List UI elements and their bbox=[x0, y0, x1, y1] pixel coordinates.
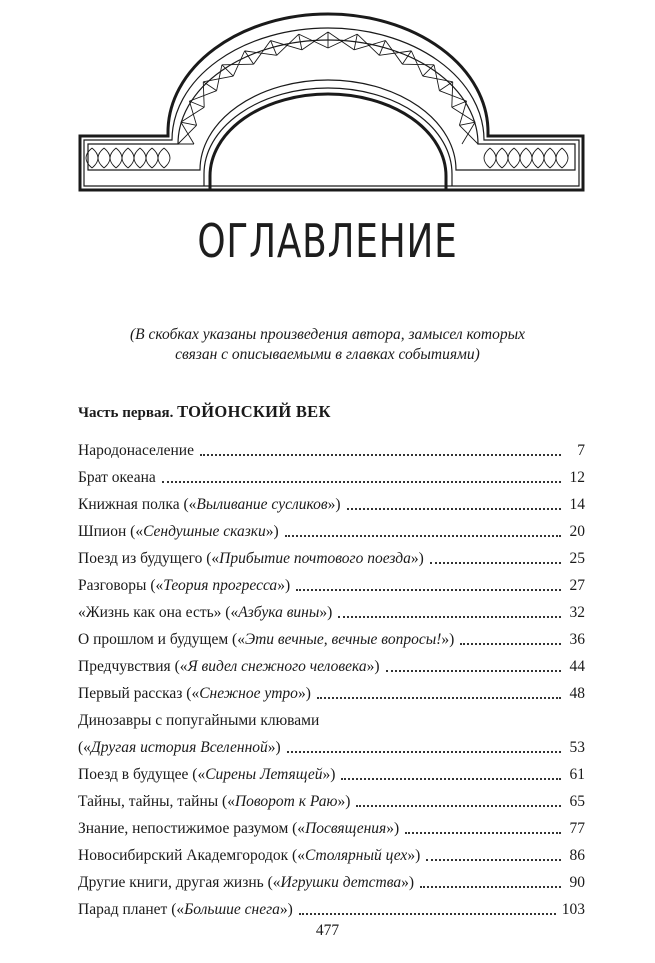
toc-entry[interactable] bbox=[78, 649, 585, 676]
toc-entry-line bbox=[78, 703, 585, 730]
toc-entry[interactable] bbox=[78, 514, 585, 541]
toc-entry-page: 61 bbox=[569, 766, 585, 783]
toc-leader-dots bbox=[356, 805, 561, 807]
toc-entry-page: 65 bbox=[569, 793, 585, 810]
toc-entry[interactable] bbox=[78, 865, 585, 892]
toc-entry-text: Предчувствия («Я видел снежного человека») bbox=[78, 658, 380, 675]
toc-entry-page: 32 bbox=[569, 604, 585, 621]
toc-entry-work: Сирены Летящей bbox=[205, 766, 323, 783]
part-name: ТОЙОНСКИЙ ВЕК bbox=[177, 402, 331, 421]
toc-entry-title: Народонаселение bbox=[78, 442, 194, 459]
toc-leader-dots bbox=[338, 616, 561, 618]
arch-petal bbox=[379, 41, 411, 65]
toc-leader-dots bbox=[386, 670, 561, 672]
toc-entry-title: Разговоры bbox=[78, 577, 147, 594]
toc-entry[interactable] bbox=[78, 784, 585, 811]
toc-entry-page: 36 bbox=[569, 631, 585, 648]
toc-entry-text bbox=[78, 442, 194, 460]
toc-entry-text: Первый рассказ («Снежное утро») bbox=[78, 685, 311, 702]
editorial-note bbox=[0, 325, 655, 365]
toc-leader-dots bbox=[296, 589, 561, 591]
toc-leader-dots bbox=[347, 508, 561, 510]
toc-entry-text: Новосибирский Академгородок («Столярный цех») bbox=[78, 847, 421, 864]
toc-entry-work-wrap: («Другая история Вселенной») bbox=[78, 739, 281, 756]
part-prefix: Часть первая. bbox=[78, 405, 174, 421]
toc-entry-page: 27 bbox=[569, 577, 585, 594]
toc-entry-work: Я видел снежного человека bbox=[187, 658, 367, 675]
toc-leader-dots bbox=[162, 481, 561, 483]
toc-entry-page: 48 bbox=[569, 685, 585, 702]
toc-entry-work: Столярный цех bbox=[304, 847, 408, 864]
toc-entry-title: Первый рассказ bbox=[78, 685, 183, 702]
toc-entry-title: Поезд в будущее bbox=[78, 766, 189, 783]
table-of-contents bbox=[78, 433, 585, 919]
toc-leader-dots bbox=[460, 643, 561, 645]
toc-entry-title: Динозавры с попугайными клювами bbox=[78, 712, 320, 729]
toc-leader-dots bbox=[285, 535, 561, 537]
toc-entry-work: Большие снега bbox=[184, 901, 280, 918]
toc-entry[interactable] bbox=[78, 487, 585, 514]
toc-entry-text: Парад планет («Большие снега») bbox=[78, 901, 293, 918]
toc-leader-dots bbox=[200, 454, 561, 456]
toc-entry-title: Знание, непостижимое разумом bbox=[78, 820, 289, 837]
toc-entry-work: Сендушные сказки bbox=[143, 523, 266, 540]
part-heading bbox=[78, 402, 331, 422]
toc-entry-page: 86 bbox=[569, 847, 585, 864]
toc-entry-title: Шпион bbox=[78, 523, 127, 540]
toc-entry-title: Брат океана bbox=[78, 469, 156, 486]
toc-entry[interactable] bbox=[78, 892, 585, 919]
toc-entry-page: 44 bbox=[569, 658, 585, 675]
toc-leader-dots bbox=[341, 778, 561, 780]
toc-entry-text: Поезд в будущее («Сирены Летящей») bbox=[78, 766, 336, 783]
toc-entry-page: 14 bbox=[569, 496, 585, 513]
toc-entry-title: О прошлом и будущем bbox=[78, 631, 229, 648]
toc-entry[interactable] bbox=[78, 433, 585, 460]
toc-entry-title: Другие книги, другая жизнь bbox=[78, 874, 264, 891]
toc-entry-title: Предчувствия bbox=[78, 658, 171, 675]
note-line-1: (В скобках указаны произведения автора, замысел которых bbox=[130, 326, 525, 343]
toc-entry-title: «Жизнь как она есть» bbox=[78, 604, 222, 621]
toc-entry-text: «Жизнь как она есть» («Азбука вины») bbox=[78, 604, 333, 621]
toc-entry-title: Новосибирский Академгородок bbox=[78, 847, 289, 864]
toc-entry-work: Теория прогресса bbox=[163, 577, 278, 594]
toc-entry-page: 20 bbox=[569, 523, 585, 540]
toc-entry-work: Посвящения bbox=[305, 820, 387, 837]
toc-entry-page: 53 bbox=[569, 739, 585, 756]
toc-entry-text: Тайны, тайны, тайны («Поворот к Раю») bbox=[78, 793, 351, 810]
toc-entry-title: Поезд из будущего bbox=[78, 550, 203, 567]
toc-entry-title: Парад планет bbox=[78, 901, 168, 918]
toc-entry-title: Тайны, тайны, тайны bbox=[78, 793, 219, 810]
toc-entry-work: Игрушки детства bbox=[280, 874, 402, 891]
toc-entry[interactable] bbox=[78, 541, 585, 568]
page-number: 477 bbox=[315, 922, 340, 939]
toc-entry[interactable] bbox=[78, 568, 585, 595]
toc-entry[interactable] bbox=[78, 838, 585, 865]
toc-entry[interactable] bbox=[78, 676, 585, 703]
toc-leader-dots bbox=[299, 913, 556, 915]
toc-entry[interactable] bbox=[78, 460, 585, 487]
toc-entry-page: 90 bbox=[569, 874, 585, 891]
note-line-2: связан с описываемыми в главках событиями) bbox=[175, 346, 480, 363]
toc-entry-page: 12 bbox=[569, 469, 585, 486]
toc-entry-text: О прошлом и будущем («Эти вечные, вечные вопросы!») bbox=[78, 631, 455, 648]
arch-petal bbox=[271, 34, 302, 55]
toc-entry-work: Азбука вины bbox=[238, 604, 320, 621]
toc-entry[interactable] bbox=[78, 703, 585, 757]
page-title: ОГЛАВЛЕНИЕ bbox=[197, 214, 458, 268]
toc-leader-dots bbox=[405, 832, 561, 834]
toc-entry-work: Другая история Вселенной bbox=[90, 739, 268, 756]
toc-leader-dots bbox=[287, 751, 561, 753]
arch-petal bbox=[189, 82, 216, 107]
toc-entry-line bbox=[78, 730, 585, 757]
toc-entry-page: 25 bbox=[569, 550, 585, 567]
toc-entry-text: Разговоры («Теория прогресса») bbox=[78, 577, 291, 594]
toc-entry-text: Другие книги, другая жизнь («Игрушки детства») bbox=[78, 874, 415, 891]
toc-entry[interactable] bbox=[78, 595, 585, 622]
toc-entry-text: Книжная полка («Выливание сусликов») bbox=[78, 496, 341, 513]
toc-entry-title: Книжная полка bbox=[78, 496, 180, 513]
toc-entry-work: Поворот к Раю bbox=[234, 793, 338, 810]
toc-entry-text: Поезд из будущего («Прибытие почтового поезда») bbox=[78, 550, 424, 567]
toc-leader-dots bbox=[420, 886, 561, 888]
toc-entry[interactable] bbox=[78, 622, 585, 649]
toc-entry[interactable] bbox=[78, 811, 585, 838]
toc-entry-page: 7 bbox=[577, 442, 585, 459]
toc-leader-dots bbox=[426, 859, 561, 861]
toc-entry-page: 77 bbox=[569, 820, 585, 837]
toc-entry-page: 103 bbox=[561, 901, 585, 918]
toc-entry-text: Шпион («Сендушные сказки») bbox=[78, 523, 279, 540]
toc-leader-dots bbox=[430, 562, 561, 564]
toc-entry-work: Выливание сусликов bbox=[196, 496, 328, 513]
toc-entry-work: Прибытие почтового поезда bbox=[219, 550, 411, 567]
toc-entry[interactable] bbox=[78, 757, 585, 784]
toc-entry-text bbox=[78, 469, 156, 487]
toc-entry-work: Эти вечные, вечные вопросы! bbox=[244, 631, 442, 648]
toc-entry-text: Знание, непостижимое разумом («Посвящения») bbox=[78, 820, 400, 837]
arch-petal bbox=[439, 82, 466, 107]
toc-leader-dots bbox=[317, 697, 561, 699]
toc-entry-work: Снежное утро bbox=[199, 685, 298, 702]
ornamental-arch bbox=[0, 0, 655, 200]
